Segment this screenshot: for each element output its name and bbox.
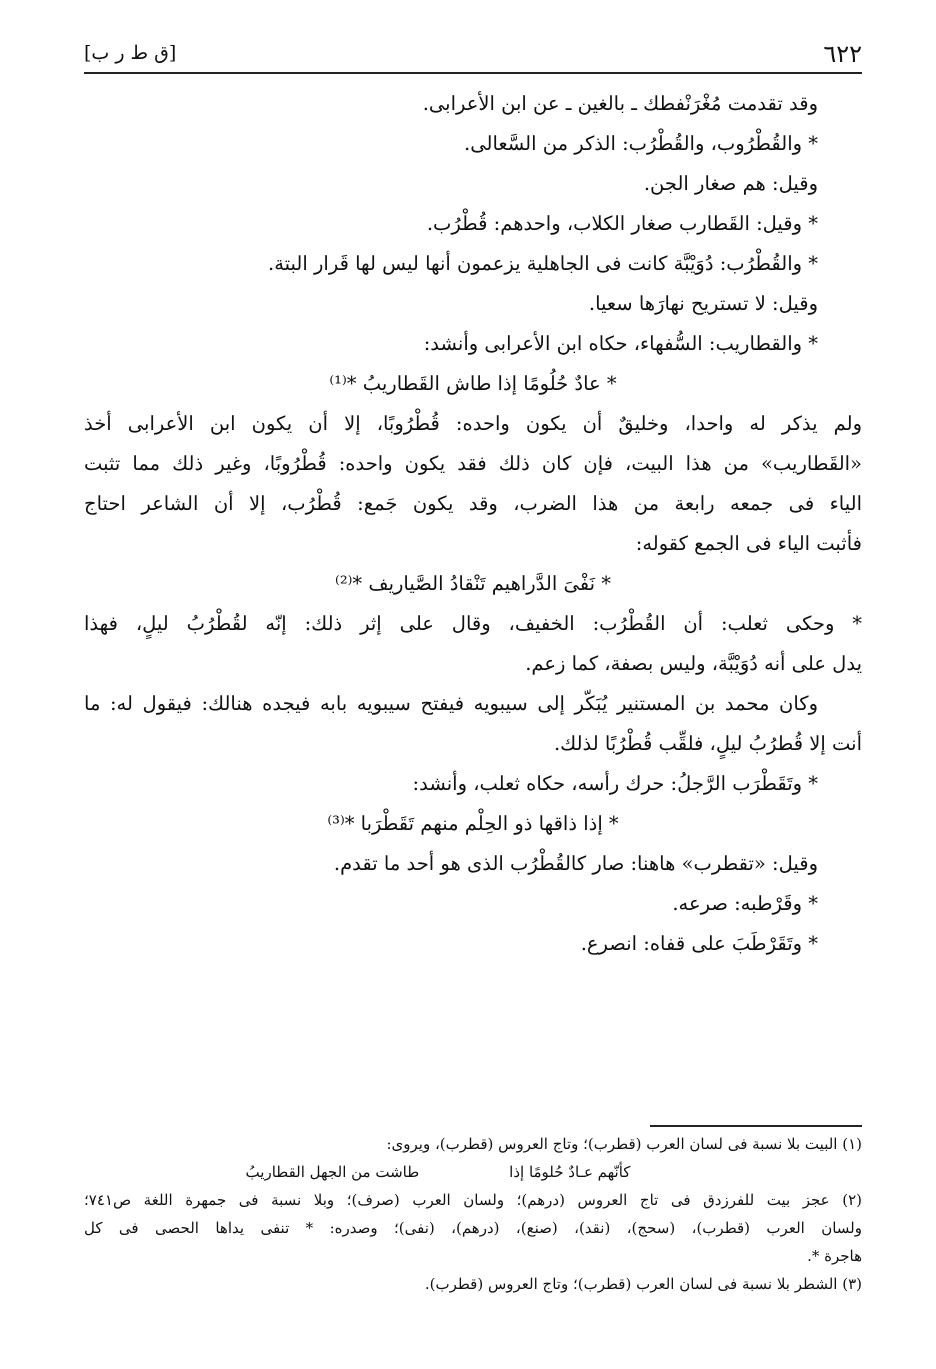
- text-line: وقد تقدمت مُغْرَنْفطك ـ بالغين ـ عن ابن الأعرابى.: [422, 92, 818, 115]
- text-line: يدل على أنه دُوَيْبَّة، وليس بصفة، كما زعم.: [525, 652, 862, 675]
- text-line: وقيل: «تقطرب» هاهنا: صار كالقُطْرُب الذى هو أحد ما تقدم.: [333, 852, 818, 875]
- verse-line: * عادٌ حُلُومًا إذا طاش القَطاريبُ *⁽¹⁾: [329, 372, 617, 395]
- main-text: [84, 84, 862, 964]
- text-line: فأثبت الياء فى الجمع كقوله:: [635, 532, 862, 555]
- text-line: * والقُطْرُب: دُوَيْبَّة كانت فى الجاهلية يزعمون أنها ليس لها قَرار البتة.: [268, 252, 818, 275]
- verse-line: * نَفْىَ الدَّراهيم تَنْقادُ الصَّياريف *⁽²⁾: [335, 572, 611, 595]
- verse-line: * إذا ذاقها ذو الحِلْم منهم تَقَطْرَبا *⁽³⁾: [327, 812, 619, 835]
- text-line: الياء فى جمعه رابعة من هذا الضرب، وقد يكون جَمع: قُطْرُب، إلا أن الشاعر احتاج: [84, 492, 862, 515]
- text-line: * وقيل: القَطارب صغار الكلاب، واحدهم: قُطْرُب.: [426, 212, 818, 235]
- text-line: * وحكى ثعلب: أن القُطْرُب: الخفيف، وقال على إثر ذلك: إنّه لقُطْرُبُ ليلٍ، فهذا: [84, 612, 862, 635]
- footnote-divider: [650, 1125, 862, 1127]
- text-line: * والقُطْرُوب، والقُطْرُب: الذكر من السَّعالى.: [464, 132, 818, 155]
- footnote-2-continued: هاجرة *.: [807, 1247, 862, 1265]
- footnote-1-verse-second-half: طاشت من الجهل القطاريبُ: [245, 1163, 420, 1181]
- footnote-1: (١) البيت بلا نسبة فى لسان العرب (قطرب)؛ وتاج العروس (قطرب)، ويروى:: [386, 1135, 862, 1153]
- text-line: * والقطاريب: السُّفهاء، حكاه ابن الأعرابى وأنشد:: [423, 332, 818, 355]
- text-line: وقيل: لا تستريح نهارَها سعيا.: [588, 292, 818, 315]
- text-line: «القَطاريب» من هذا البيت، فإن كان ذلك فقد يكون واحده: قُطْرُوبًا، وغير ذلك مما تثبت: [84, 452, 862, 475]
- text-line: ولم يذكر له واحدا، وخليقٌ أن يكون واحده: قُطْرُوبًا، إلا أن يكون ابن الأعرابى أخذ: [84, 412, 862, 435]
- text-line: وقيل: هم صغار الجن.: [643, 172, 818, 195]
- footnote-2: (٢) عجز بيت للفرزدق فى تاج العروس (درهم)؛ ولسان العرب (صرف)؛ وبلا نسبة فى جمهرة اللغة ص٧٤١؛: [84, 1191, 862, 1209]
- root-letters-tag: [ق ط ر ب]: [84, 42, 177, 64]
- text-line: * وتَقَرْطَبَ على قفاه: انصرع.: [580, 932, 818, 955]
- page-header: [84, 40, 862, 74]
- footnote-1-verse-first-half: كأنّهم عـادٌ حُلومًا إذا: [509, 1163, 631, 1181]
- text-line: أنت إلا قُطرُبُ ليلٍ، فلقِّب قُطْرُبًا لذلك.: [553, 732, 862, 755]
- footnote-3: (٣) الشطر بلا نسبة فى لسان العرب (قطرب)؛ وتاج العروس (قطرب).: [424, 1275, 862, 1293]
- footnotes: [84, 1130, 862, 1298]
- text-line: * وقَرْطبه: صرعه.: [672, 892, 818, 915]
- footnote-1-verse: [84, 1158, 862, 1186]
- footnote-2-continued: ولسان العرب (قطرب)، (سحج)، (نقد)، (صنع)، (درهم)، (نفى)؛ وصدره: * تنفى يداها الحصى فى كل: [84, 1219, 862, 1237]
- page-number: ٦٢٢: [823, 40, 862, 68]
- text-line: وكان محمد بن المستنير يُبَكّر إلى سيبويه فيفتح سيبويه بابه فيجده هنالك: فيقول له: ما: [84, 692, 818, 715]
- text-line: * وتَقَطْرَب الرَّجلُ: حرك رأسه، حكاه ثعلب، وأنشد:: [412, 772, 818, 795]
